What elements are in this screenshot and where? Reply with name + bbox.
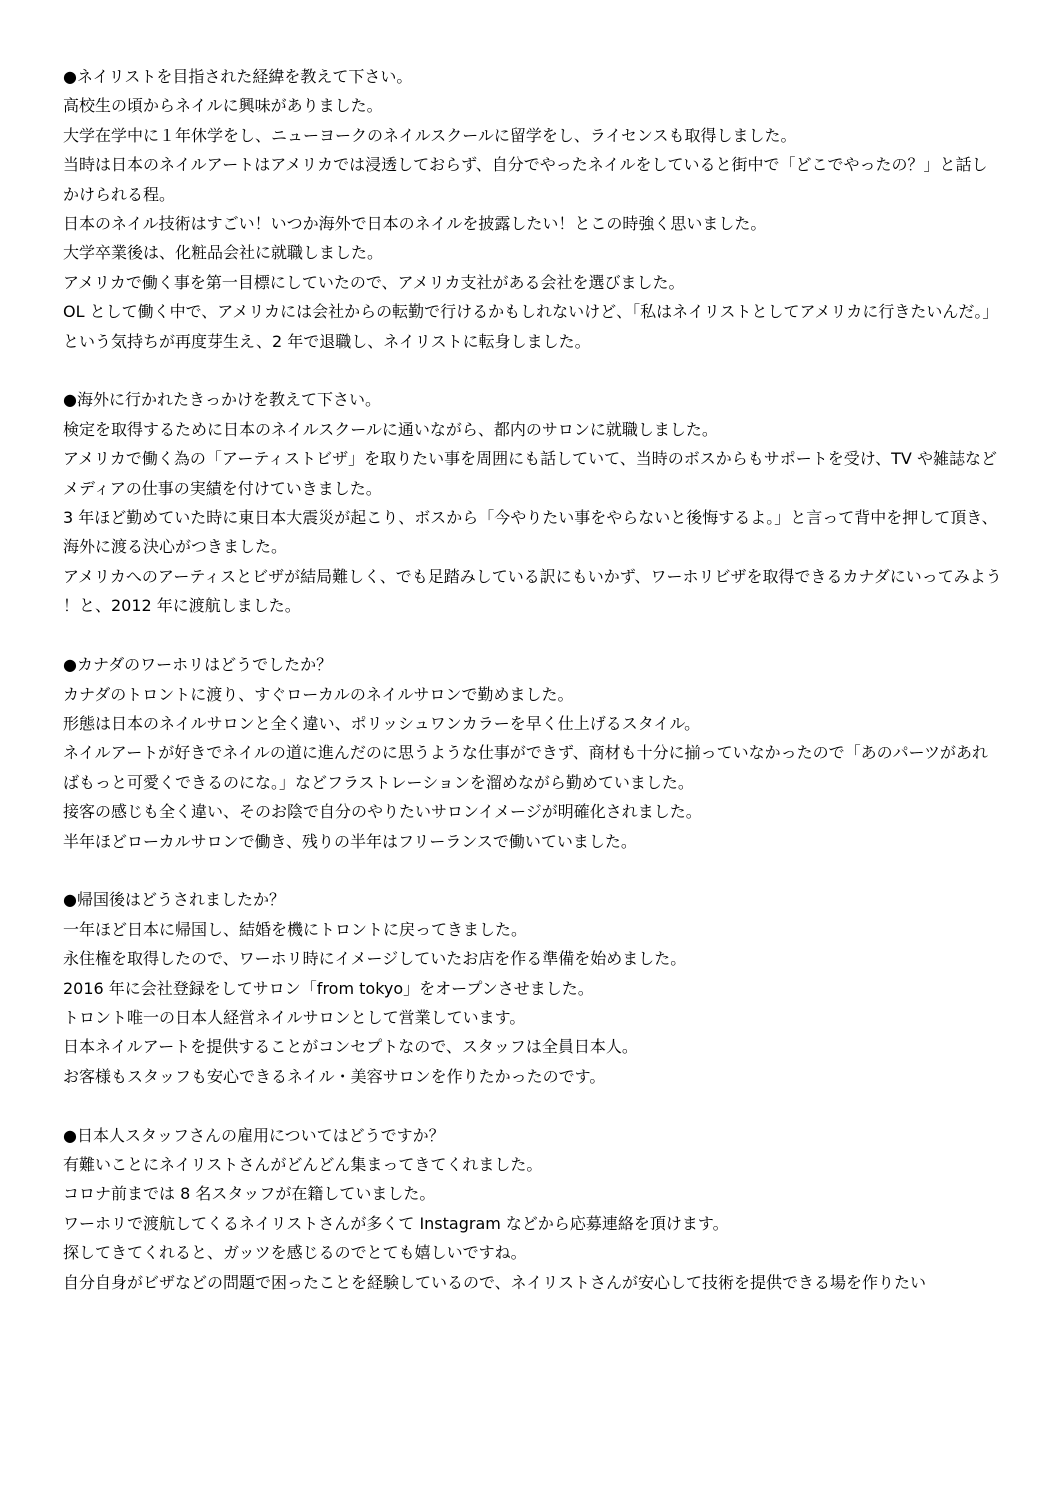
- paragraph: 当時は日本のネイルアートはアメリカでは浸透しておらず、自分でやったネイルをしていると街中で「どこでやったの？」と話しかけられる程。: [63, 155, 988, 204]
- paragraph: 一年ほど日本に帰国し、結婚を機にトロントに戻ってきました。: [63, 919, 528, 939]
- paragraph: アメリカで働く為の「アーティストビザ」を取りたい事を周囲にも話していて、当時のボスからもサポートを受け、TV や雑誌などメディアの仕事の実績を付けていきました。: [63, 449, 997, 498]
- paragraph: 大学卒業後は、化粧品会社に就職しました。: [63, 243, 384, 263]
- paragraph: OL として働く中で、アメリカには会社からの転勤で行けるかもしれないけど、「私はネイリストとしてアメリカに行きたいんだ。」という気持ちが再度芽生え、2 年で退職し、ネイリストに転身しました。: [63, 302, 999, 351]
- paragraph: お客様もスタッフも安心できるネイル・美容サロンを作りたかったのです。: [63, 1066, 606, 1086]
- paragraph: 高校生の頃からネイルに興味がありました。: [63, 96, 383, 116]
- section-staff-hiring: [63, 1121, 1003, 1297]
- paragraph: 接客の感じも全く違い、そのお陰で自分のやりたいサロンイメージが明確化されました。: [63, 802, 702, 822]
- paragraph: 形態は日本のネイルサロンと全く違い、ポリッシュワンカラーを早く仕上げるスタイル。: [63, 713, 701, 733]
- paragraph: ネイルアートが好きでネイルの道に進んだのに思うような仕事ができず、商材も十分に揃っていなかったので「あのパーツがあればもっと可愛くできるのにな。」などフラストレーションを溜めながら勤めていました。: [63, 743, 988, 792]
- section-heading: ●ネイリストを目指された経緯を教えて下さい。: [63, 67, 413, 86]
- section-heading: ●カナダのワーホリはどうでしたか？: [63, 655, 333, 675]
- paragraph: 2016 年に会社登録をしてサロン「from tokyo」をオープンさせました。: [63, 978, 594, 998]
- section-after-return: [63, 885, 1003, 1091]
- paragraph: コロナ前までは 8 名スタッフが在籍していました。: [63, 1184, 436, 1204]
- paragraph: 日本のネイル技術はすごい！いつか海外で日本のネイルを披露したい！とこの時強く思いました。: [63, 214, 767, 234]
- paragraph: トロント唯一の日本人経営ネイルサロンとして営業しています。: [63, 1007, 526, 1027]
- article-body: [63, 62, 1003, 1297]
- paragraph: 日本ネイルアートを提供することがコンセプトなので、スタッフは全員日本人。: [63, 1037, 638, 1057]
- paragraph: 検定を取得するために日本のネイルスクールに通いながら、都内のサロンに就職しました。: [63, 419, 718, 439]
- section-heading: ●海外に行かれたきっかけを教えて下さい。: [63, 390, 381, 410]
- section-heading: ●日本人スタッフさんの雇用についてはどうですか？: [63, 1125, 445, 1145]
- section-going-abroad: [63, 385, 1003, 620]
- section-working-holiday: [63, 650, 1003, 856]
- paragraph: 自分自身がビザなどの問題で困ったことを経験しているので、ネイリストさんが安心して技術を提供できる場を作りたい: [63, 1272, 927, 1292]
- paragraph: 半年ほどローカルサロンで働き、残りの半年はフリーランスで働いていました。: [63, 831, 637, 851]
- section-career-origin: [63, 62, 1003, 356]
- section-heading: ●帰国後はどうされましたか？: [63, 890, 285, 910]
- paragraph: 大学在学中に１年休学をし、ニューヨークのネイルスクールに留学をし、ライセンスも取得しました。: [63, 125, 797, 145]
- paragraph: ワーホリで渡航してくるネイリストさんが多くて Instagram などから応募連絡を頂けます。: [63, 1213, 729, 1233]
- paragraph: 有難いことにネイリストさんがどんどん集まってきてくれました。: [63, 1154, 543, 1174]
- paragraph: アメリカへのアーティスとビザが結局難しく、でも足踏みしている訳にもいかず、ワーホリビザを取得できるカナダにいってみよう！と、2012 年に渡航しました。: [63, 566, 1002, 616]
- paragraph: カナダのトロントに渡り、すぐローカルのネイルサロンで勤めました。: [63, 684, 574, 704]
- paragraph: アメリカで働く事を第一目標にしていたので、アメリカ支社がある会社を選びました。: [63, 272, 685, 292]
- paragraph: 永住権を取得したので、ワーホリ時にイメージしていたお店を作る準備を始めました。: [63, 949, 687, 969]
- paragraph: 3 年ほど勤めていた時に東日本大震災が起こり、ボスから「今やりたい事をやらないと後悔するよ。」と言って背中を押して頂き、海外に渡る決心がつきました。: [63, 508, 998, 557]
- paragraph: 探してきてくれると、ガッツを感じるのでとても嬉しいですね。: [63, 1243, 527, 1263]
